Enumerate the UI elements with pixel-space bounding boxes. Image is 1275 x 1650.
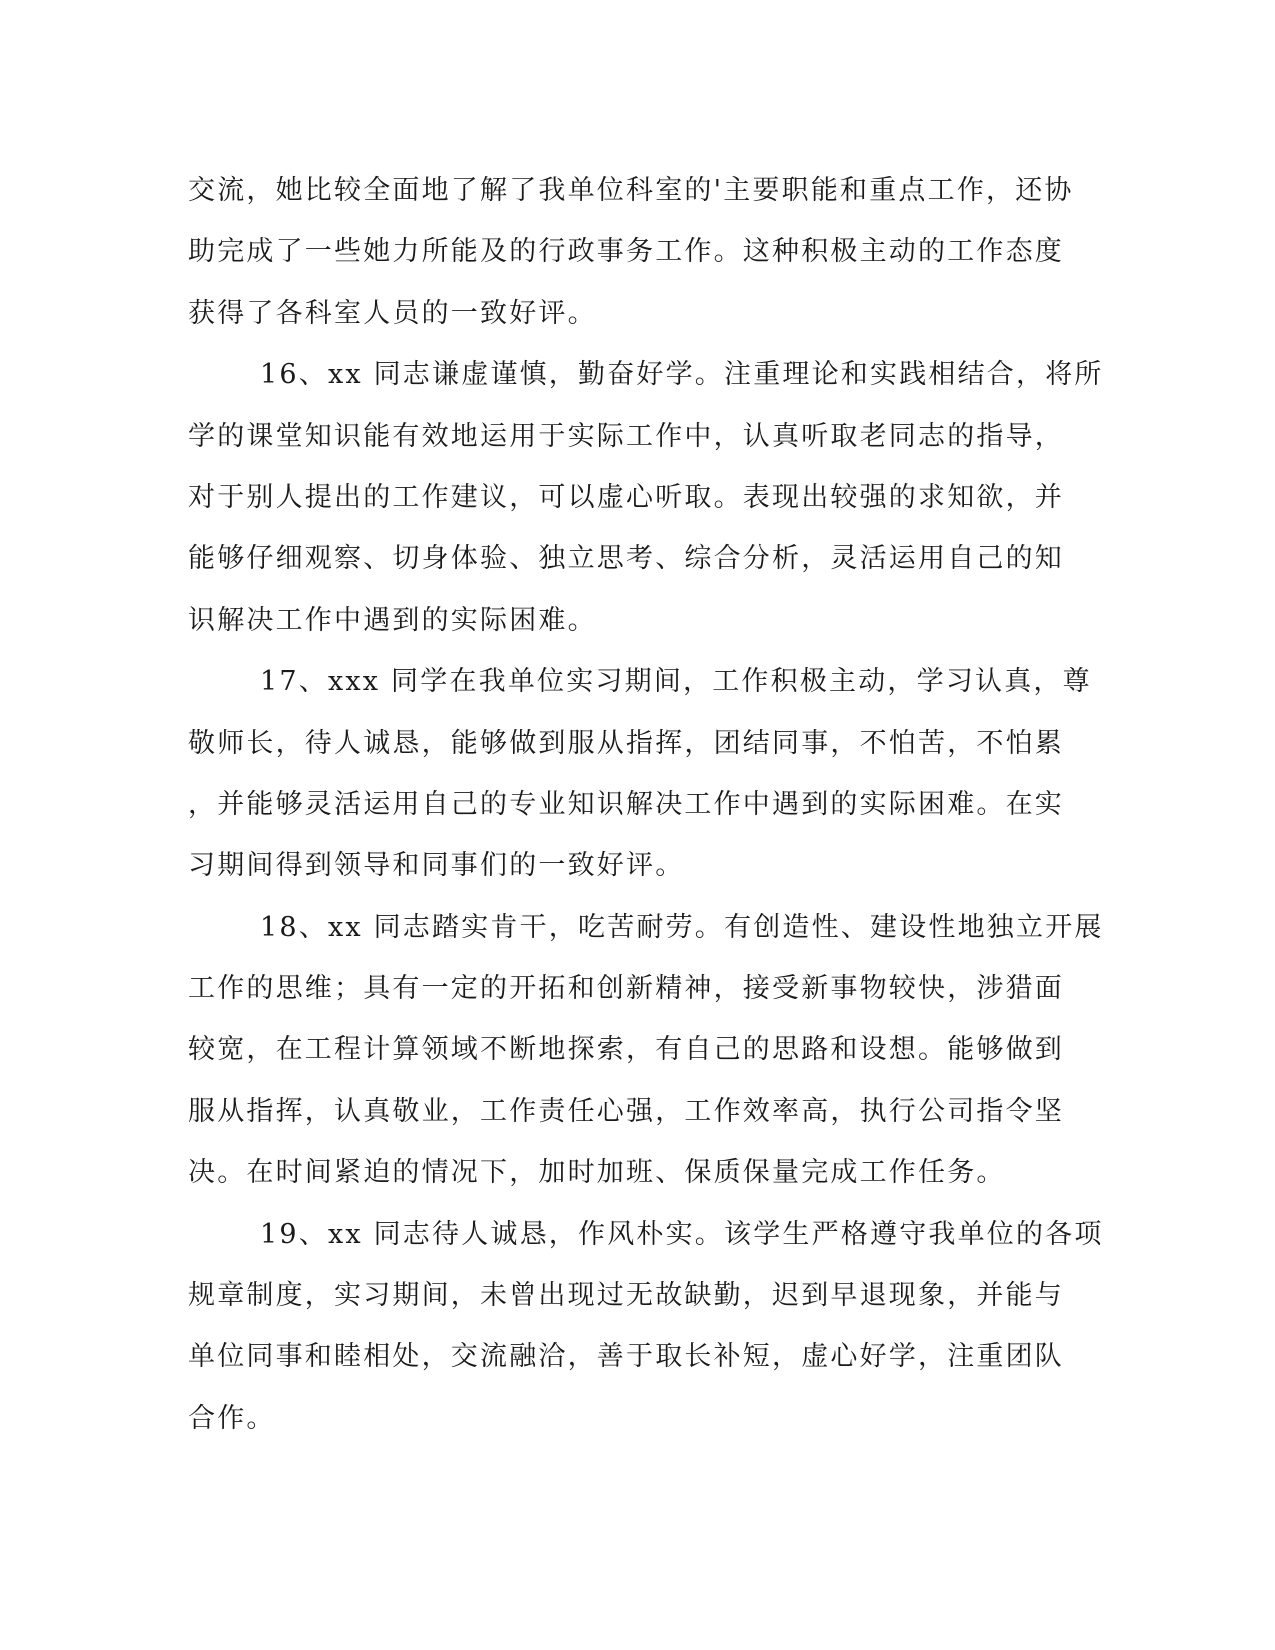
text-line: 较宽，在工程计算领域不断地探索，有自己的思路和设想。能够做到	[188, 1034, 1064, 1066]
paragraph-16	[188, 344, 1104, 651]
text-line: 对于别人提出的工作建议，可以虚心听取。表现出较强的求知欲，并	[188, 481, 1064, 513]
text-line: 19、xx 同志待人诚恳，作风朴实。该学生严格遵守我单位的各项	[260, 1218, 1104, 1250]
paragraph-19	[188, 1204, 1104, 1450]
text-line: 学的课堂知识能有效地运用于实际工作中，认真听取老同志的指导，	[188, 420, 1064, 452]
text-line: 服从指挥，认真敬业，工作责任心强，工作效率高，执行公司指令坚	[188, 1095, 1064, 1127]
text-line: 16、xx 同志谦虚谨慎，勤奋好学。注重理论和实践相结合，将所	[260, 359, 1104, 391]
document-body	[188, 160, 1104, 1449]
text-line: 18、xx 同志踏实肯干，吃苦耐劳。有创造性、建设性地独立开展	[260, 911, 1104, 943]
text-line: 17、xxx 同学在我单位实习期间，工作积极主动，学习认真，尊	[260, 666, 1092, 698]
text-line: 决。在时间紧迫的情况下，加时加班、保质保量完成工作任务。	[188, 1157, 1006, 1189]
paragraph-15-continued	[188, 160, 1088, 344]
text-line: 获得了各科室人员的一致好评。	[188, 297, 597, 329]
text-line: 规章制度，实习期间，未曾出现过无故缺勤，迟到早退现象，并能与	[188, 1280, 1064, 1312]
paragraph-17	[188, 651, 1092, 897]
text-line: 工作的思维；具有一定的开拓和创新精神，接受新事物较快，涉猎面	[188, 973, 1064, 1005]
text-line: 单位同事和睦相处，交流融洽，善于取长补短，虚心好学，注重团队	[188, 1341, 1064, 1373]
text-line: 习期间得到领导和同事们的一致好评。	[188, 850, 685, 882]
paragraph-18	[188, 897, 1104, 1204]
text-line: ，并能够灵活运用自己的专业知识解决工作中遇到的实际困难。在实	[188, 788, 1064, 820]
text-line: 合作。	[188, 1402, 276, 1434]
text-line: 识解决工作中遇到的实际困难。	[188, 604, 597, 636]
text-line: 助完成了一些她力所能及的行政事务工作。这种积极主动的工作态度	[188, 236, 1064, 268]
text-line: 敬师长，待人诚恳，能够做到服从指挥，团结同事，不怕苦，不怕累	[188, 727, 1064, 759]
text-line: 交流，她比较全面地了解了我单位科室的'主要职能和重点工作，还协	[188, 175, 1074, 206]
text-line: 能够仔细观察、切身体验、独立思考、综合分析，灵活运用自己的知	[188, 543, 1064, 575]
